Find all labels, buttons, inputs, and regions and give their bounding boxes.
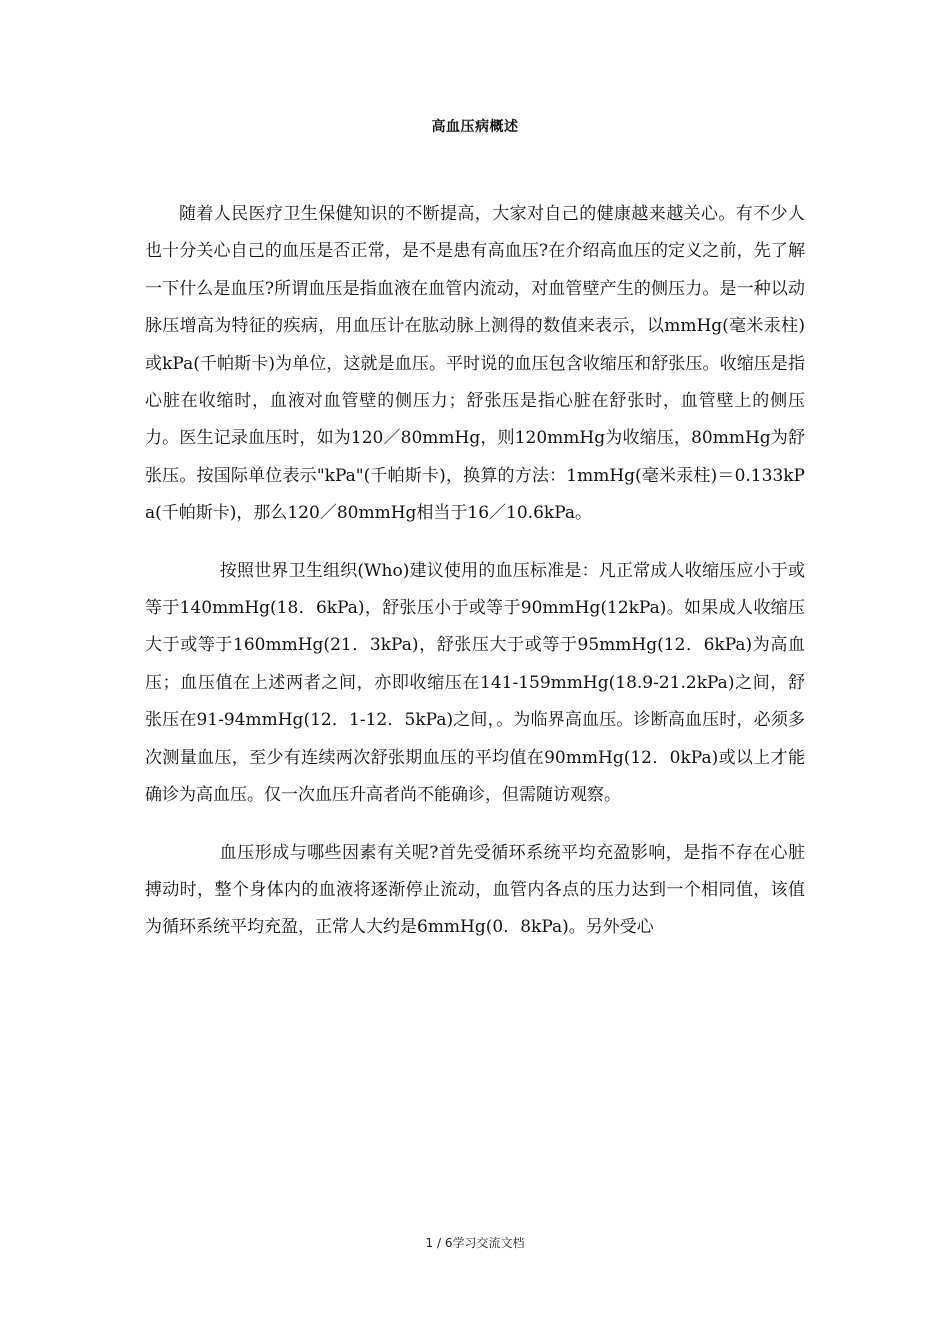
paragraph-3: 血压形成与哪些因素有关呢?首先受循环系统平均充盈影响，是指不存在心脏搏动时，整个身体内的血液将逐渐停止流动，血管内各点的压力达到一个相同值，该值为循环系统平均充盈，正常人大约是6mmHg(0．8kPa)。另外受心 <box>145 842 805 938</box>
document-title: 高血压病概述 <box>431 119 519 135</box>
page-footer: 1 / 6学习交流文档 <box>425 1236 525 1250</box>
document-body <box>145 196 805 967</box>
paragraph-2: 按照世界卫生组织(Who)建议使用的血压标准是：凡正常成人收缩压应小于或等于140mmHg(18．6kPa)，舒张压小于或等于90mmHg(12kPa)。如果成人收缩压大于或等于160mmHg(21．3kPa)，舒张压大于或等于95mmHg(12．6kPa)为高血压；血压值在上述两者之间，亦即收缩压在141-159mmHg(18.9-21.2kPa)之间，舒张压在91-94mmHg(12．1-12．5kPa)之间，。为临界高血压。诊断高血压时，必须多次测量血压，至少有连续两次舒张期血压的平均值在90mmHg(12．0kPa)或以上才能确诊为高血压。仅一次血压升高者尚不能确诊，但需随访观察。 <box>145 560 805 806</box>
paragraph-1: 随着人民医疗卫生保健知识的不断提高，大家对自己的健康越来越关心。有不少人也十分关心自己的血压是否正常，是不是患有高血压?在介绍高血压的定义之前，先了解一下什么是血压?所谓血压是指血液在血管内流动，对血管壁产生的侧压力。是一种以动脉压增高为特征的疾病，用血压计在肱动脉上测得的数值来表示，以mmHg(毫米汞柱)或kPa(千帕斯卡)为单位，这就是血压。平时说的血压包含收缩压和舒张压。收缩压是指心脏在收缩时，血液对血管壁的侧压力；舒张压是指心脏在舒张时，血管壁上的侧压力。医生记录血压时，如为120／80mmHg，则120mmHg为收缩压，80mmHg为舒张压。按国际单位表示"kPa"(千帕斯卡)，换算的方法：1mmHg(毫米汞柱)＝0.133kPa(千帕斯卡)，那么120／80mmHg相当于16／10.6kPa。 <box>145 204 805 524</box>
